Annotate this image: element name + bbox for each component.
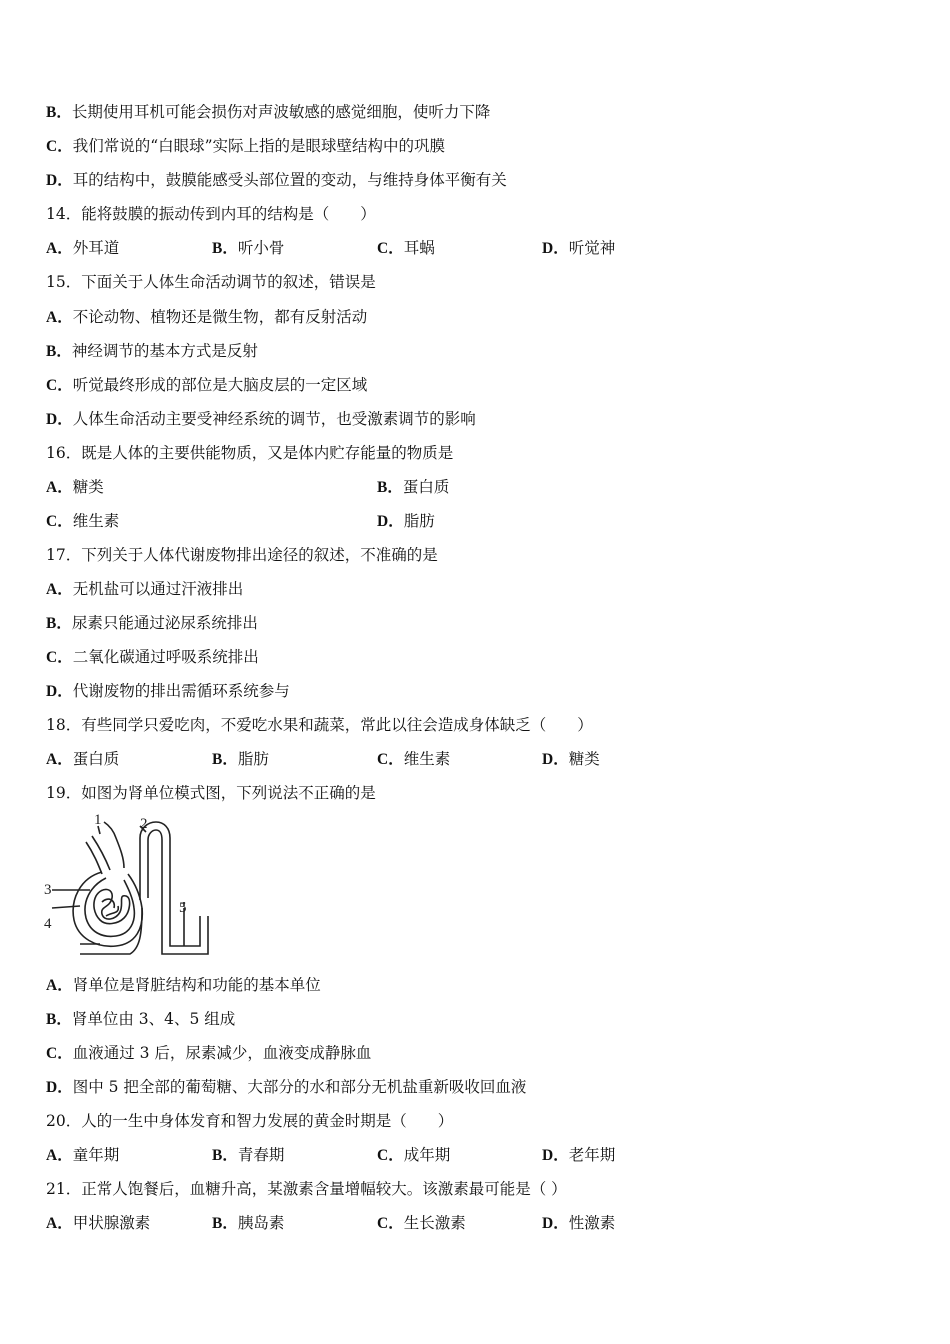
q20-stem: 20．人的一生中身体发育和智力发展的黄金时期是（ ） [46,1112,454,1130]
q14-option-b: B．听小骨 [212,239,285,257]
q20-option-c: C．成年期 [377,1146,451,1164]
q15-option-d: D．人体生命活动主要受神经系统的调节，也受激素调节的影响 [46,410,476,428]
q14-option-a: A．外耳道 [46,239,120,257]
q17-stem: 17．下列关于人体代谢废物排出途径的叙述，不准确的是 [46,546,438,564]
q21-option-a: A．甲状腺激素 [46,1214,151,1232]
q15-option-c: C．听觉最终形成的部位是大脑皮层的一定区域 [46,376,368,394]
q21-stem: 21．正常人饱餐后，血糖升高，某激素含量增幅较大。该激素最可能是（ ） [46,1180,567,1198]
q13-option-c: C．我们常说的“白眼球”实际上指的是眼球壁结构中的巩膜 [46,137,446,155]
q16-option-d: D．脂肪 [377,512,435,530]
label-4: 4 [44,916,52,932]
q18-option-c: C．维生素 [377,750,451,768]
q20-option-a: A．童年期 [46,1146,120,1164]
q17-option-d: D．代谢废物的排出需循环系统参与 [46,682,290,700]
q15-option-b: B．神经调节的基本方式是反射 [46,342,258,360]
q18-option-b: B．脂肪 [212,750,269,768]
q17-option-b: B．尿素只能通过泌尿系统排出 [46,614,258,632]
q16-option-c: C．维生素 [46,512,120,530]
q19-option-a: A．肾单位是肾脏结构和功能的基本单位 [46,976,321,994]
q19-option-b: B．肾单位由 3、4、5 组成 [46,1010,236,1028]
q14-stem: 14．能将鼓膜的振动传到内耳的结构是（ ） [46,205,376,223]
q16-option-b: B．蛋白质 [377,478,450,496]
q16-stem: 16．既是人体的主要供能物质，又是体内贮存能量的物质是 [46,444,454,462]
q13-option-b: B．长期使用耳机可能会损伤对声波敏感的感觉细胞，使听力下降 [46,103,491,121]
q13-option-d: D．耳的结构中，鼓膜能感受头部位置的变动，与维持身体平衡有关 [46,171,507,189]
nephron-diagram [40,808,220,968]
label-2: 2 [140,816,148,832]
q19-stem: 19．如图为肾单位模式图，下列说法不正确的是 [46,784,376,802]
q20-option-d: D．老年期 [542,1146,616,1164]
q19-option-d: D．图中 5 把全部的葡萄糖、大部分的水和部分无机盐重新吸收回血液 [46,1078,527,1096]
q18-stem: 18．有些同学只爱吃肉，不爱吃水果和蔬菜，常此以往会造成身体缺乏（ ） [46,716,593,734]
q15-option-a: A．不论动物、植物还是微生物，都有反射活动 [46,308,368,326]
label-1: 1 [94,812,102,828]
q21-option-c: C．生长激素 [377,1214,466,1232]
q21-option-b: B．胰岛素 [212,1214,285,1232]
q18-option-a: A．蛋白质 [46,750,120,768]
q18-option-d: D．糖类 [542,750,600,768]
label-5: 5 [179,900,187,916]
q17-option-a: A．无机盐可以通过汗液排出 [46,580,244,598]
q14-option-d: D．听觉神 [542,239,616,257]
q20-option-b: B．青春期 [212,1146,285,1164]
q21-option-d: D．性激素 [542,1214,616,1232]
q17-option-c: C．二氧化碳通过呼吸系统排出 [46,648,259,666]
q16-option-a: A．糖类 [46,478,104,496]
q19-option-c: C．血液通过 3 后，尿素减少，血液变成静脉血 [46,1044,372,1062]
label-3: 3 [44,882,52,898]
q14-option-c: C．耳蜗 [377,239,435,257]
q15-stem: 15．下面关于人体生命活动调节的叙述，错误是 [46,273,376,291]
